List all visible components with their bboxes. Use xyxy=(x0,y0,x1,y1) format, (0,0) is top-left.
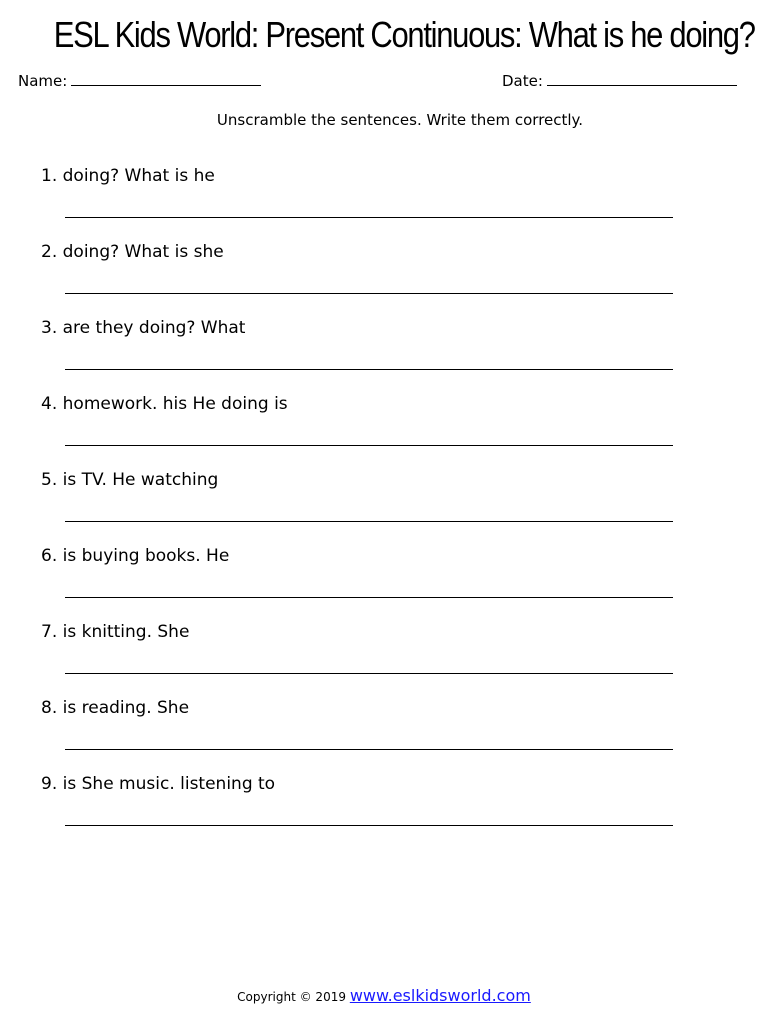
answer-line[interactable] xyxy=(65,673,673,674)
date-field[interactable] xyxy=(502,70,737,92)
question-text: doing? What is he xyxy=(62,166,215,186)
question-number: 8. xyxy=(41,698,58,718)
copyright-text: Copyright © 2019 xyxy=(237,990,346,1004)
answer-line[interactable] xyxy=(65,217,673,218)
website-link[interactable]: www.eslkidsworld.com xyxy=(349,986,531,1005)
question-text: are they doing? What xyxy=(62,318,246,338)
question-number: 1. xyxy=(41,166,58,186)
question-number: 5. xyxy=(41,470,58,490)
question-text: doing? What is she xyxy=(62,242,224,262)
name-field[interactable] xyxy=(18,70,261,92)
question-number: 3. xyxy=(41,318,58,338)
question-text: is reading. She xyxy=(62,698,190,718)
date-blank-line[interactable] xyxy=(547,71,737,86)
question-text: is buying books. He xyxy=(62,546,230,566)
answer-line[interactable] xyxy=(65,825,673,826)
question-text: is TV. He watching xyxy=(62,470,219,490)
question-number: 4. xyxy=(41,394,58,414)
question-item xyxy=(41,467,681,543)
question-item xyxy=(41,543,681,619)
answer-line[interactable] xyxy=(65,293,673,294)
question-item xyxy=(41,619,681,695)
question-item xyxy=(41,391,681,467)
question-item xyxy=(41,695,681,771)
question-item xyxy=(41,315,681,391)
question-item xyxy=(41,239,681,315)
answer-line[interactable] xyxy=(65,445,673,446)
question-text: is knitting. She xyxy=(62,622,190,642)
footer xyxy=(0,984,768,1009)
question-list xyxy=(41,163,681,847)
question-number: 9. xyxy=(41,774,58,794)
answer-line[interactable] xyxy=(65,369,673,370)
name-blank-line[interactable] xyxy=(71,71,261,86)
question-item xyxy=(41,163,681,239)
date-label: Date: xyxy=(502,72,543,90)
instructions-text: Unscramble the sentences. Write them correctly. xyxy=(216,111,584,129)
question-number: 7. xyxy=(41,622,58,642)
question-number: 2. xyxy=(41,242,58,262)
answer-line[interactable] xyxy=(65,749,673,750)
question-text: is She music. listening to xyxy=(62,774,276,794)
question-item xyxy=(41,771,681,847)
question-number: 6. xyxy=(41,546,58,566)
worksheet-title: ESL Kids World: Present Continuous: What is he doing? xyxy=(53,14,755,55)
answer-line[interactable] xyxy=(65,597,673,598)
answer-line[interactable] xyxy=(65,521,673,522)
question-text: homework. his He doing is xyxy=(62,394,288,414)
name-label: Name: xyxy=(18,72,68,90)
